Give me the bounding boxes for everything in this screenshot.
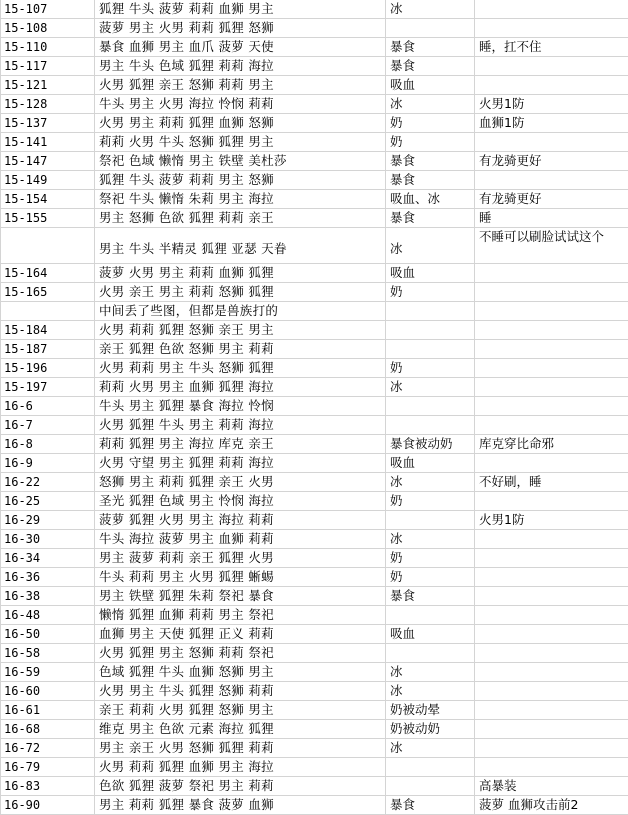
- strategy-cell[interactable]: 奶: [386, 283, 475, 301]
- note-cell[interactable]: [475, 720, 628, 738]
- note-cell[interactable]: 血狮1防: [475, 114, 628, 132]
- strategy-cell[interactable]: [386, 302, 475, 320]
- strategy-cell[interactable]: [386, 511, 475, 529]
- note-cell[interactable]: 不好刷，睡: [475, 473, 628, 491]
- row-id-cell[interactable]: 16-58: [1, 644, 95, 662]
- strategy-cell[interactable]: 暴食: [386, 796, 475, 814]
- team-cell[interactable]: 亲王 莉莉 火男 狐狸 怒狮 男主: [95, 701, 386, 719]
- team-cell[interactable]: 牛头 男主 火男 海拉 怜悯 莉莉: [95, 95, 386, 113]
- table-row: [1, 435, 628, 454]
- strategy-cell[interactable]: 暴食被动奶: [386, 435, 475, 453]
- strategy-cell[interactable]: 吸血: [386, 264, 475, 282]
- team-cell[interactable]: 亲王 狐狸 色欲 怒狮 男主 莉莉: [95, 340, 386, 358]
- strategy-cell[interactable]: 暴食: [386, 38, 475, 56]
- team-cell[interactable]: 男主 菠萝 莉莉 亲王 狐狸 火男: [95, 549, 386, 567]
- team-cell[interactable]: 菠萝 火男 男主 莉莉 血狮 狐狸: [95, 264, 386, 282]
- strategy-cell[interactable]: 奶: [386, 492, 475, 510]
- table-row: [1, 190, 628, 209]
- team-cell[interactable]: 男主 亲王 火男 怒狮 狐狸 莉莉: [95, 739, 386, 757]
- team-cell[interactable]: 血狮 男主 天使 狐狸 正义 莉莉: [95, 625, 386, 643]
- table-row: [1, 340, 628, 359]
- row-id-cell[interactable]: 16-60: [1, 682, 95, 700]
- strategy-cell[interactable]: 奶: [386, 568, 475, 586]
- table-row: [1, 682, 628, 701]
- team-cell[interactable]: 莉莉 狐狸 男主 海拉 库克 亲王: [95, 435, 386, 453]
- note-cell[interactable]: [475, 530, 628, 548]
- row-id-cell[interactable]: 16-36: [1, 568, 95, 586]
- row-id-cell[interactable]: 16-50: [1, 625, 95, 643]
- row-id-cell[interactable]: 16-48: [1, 606, 95, 624]
- team-cell[interactable]: 火男 狐狸 男主 怒狮 莉莉 祭祀: [95, 644, 386, 662]
- row-id-cell[interactable]: 16-38: [1, 587, 95, 605]
- table-row: [1, 587, 628, 606]
- team-cell[interactable]: 菠萝 狐狸 火男 男主 海拉 莉莉: [95, 511, 386, 529]
- team-cell[interactable]: 男主 怒狮 色欲 狐狸 莉莉 亲王: [95, 209, 386, 227]
- row-id-cell[interactable]: 15-187: [1, 340, 95, 358]
- strategy-cell[interactable]: 奶: [386, 359, 475, 377]
- row-id-cell[interactable]: 15-197: [1, 378, 95, 396]
- note-cell[interactable]: [475, 302, 628, 320]
- team-cell[interactable]: 火男 狐狸 牛头 男主 莉莉 海拉: [95, 416, 386, 434]
- note-cell[interactable]: [475, 492, 628, 510]
- row-id-cell[interactable]: 16-22: [1, 473, 95, 491]
- team-cell[interactable]: 狐狸 牛头 菠萝 莉莉 男主 怒狮: [95, 171, 386, 189]
- note-cell[interactable]: [475, 283, 628, 301]
- table-row: [1, 209, 628, 228]
- team-cell[interactable]: 牛头 男主 狐狸 暴食 海拉 怜悯: [95, 397, 386, 415]
- table-row: [1, 625, 628, 644]
- row-id-cell[interactable]: 15-164: [1, 264, 95, 282]
- note-cell[interactable]: [475, 171, 628, 189]
- note-cell[interactable]: [475, 57, 628, 75]
- note-cell[interactable]: [475, 416, 628, 434]
- row-id-cell[interactable]: 15-121: [1, 76, 95, 94]
- note-cell[interactable]: [475, 739, 628, 757]
- note-cell[interactable]: [475, 19, 628, 37]
- note-cell[interactable]: 睡: [475, 209, 628, 227]
- note-cell[interactable]: [475, 454, 628, 472]
- row-id-cell[interactable]: 16-8: [1, 435, 95, 453]
- table-row: [1, 264, 628, 283]
- team-cell[interactable]: 火男 莉莉 狐狸 怒狮 亲王 男主: [95, 321, 386, 339]
- note-cell[interactable]: [475, 340, 628, 358]
- row-id-cell[interactable]: 16-30: [1, 530, 95, 548]
- row-id-cell[interactable]: [1, 302, 95, 320]
- strategy-cell[interactable]: 奶: [386, 133, 475, 151]
- strategy-cell[interactable]: 冰: [386, 530, 475, 548]
- note-cell[interactable]: [475, 625, 628, 643]
- strategy-cell[interactable]: [386, 644, 475, 662]
- row-id-cell[interactable]: 16-79: [1, 758, 95, 776]
- row-id-cell[interactable]: 16-61: [1, 701, 95, 719]
- note-cell[interactable]: [475, 321, 628, 339]
- table-row: [1, 0, 628, 19]
- team-cell[interactable]: 火男 亲王 男主 莉莉 怒狮 狐狸: [95, 283, 386, 301]
- team-cell[interactable]: 火男 守望 男主 狐狸 莉莉 海拉: [95, 454, 386, 472]
- table-row: [1, 739, 628, 758]
- strategy-cell[interactable]: [386, 397, 475, 415]
- row-id-cell[interactable]: 15-184: [1, 321, 95, 339]
- note-cell[interactable]: [475, 264, 628, 282]
- table-row: [1, 38, 628, 57]
- strategy-cell[interactable]: 奶: [386, 549, 475, 567]
- team-cell[interactable]: 男主 牛头 半精灵 狐狸 亚瑟 天眷: [95, 228, 386, 263]
- table-row: [1, 473, 628, 492]
- strategy-cell[interactable]: 暴食: [386, 209, 475, 227]
- note-cell[interactable]: [475, 587, 628, 605]
- row-id-cell[interactable]: 16-6: [1, 397, 95, 415]
- row-id-cell[interactable]: 15-137: [1, 114, 95, 132]
- team-cell[interactable]: 祭祀 色域 懒惰 男主 铁壁 美杜莎: [95, 152, 386, 170]
- strategy-cell[interactable]: [386, 19, 475, 37]
- row-id-cell[interactable]: 15-155: [1, 209, 95, 227]
- note-cell[interactable]: [475, 663, 628, 681]
- team-cell[interactable]: 圣光 狐狸 色域 男主 怜悯 海拉: [95, 492, 386, 510]
- row-id-cell[interactable]: 16-25: [1, 492, 95, 510]
- row-id-cell[interactable]: 16-59: [1, 663, 95, 681]
- table-row: [1, 397, 628, 416]
- team-cell[interactable]: 菠萝 男主 火男 莉莉 狐狸 怒狮: [95, 19, 386, 37]
- table-row: [1, 720, 628, 739]
- note-cell[interactable]: [475, 378, 628, 396]
- note-cell[interactable]: [475, 758, 628, 776]
- row-id-cell[interactable]: 16-68: [1, 720, 95, 738]
- table-row: [1, 549, 628, 568]
- table-row: [1, 378, 628, 397]
- note-cell[interactable]: [475, 606, 628, 624]
- strategy-cell[interactable]: 吸血: [386, 454, 475, 472]
- table-row: [1, 95, 628, 114]
- strategy-cell[interactable]: 奶: [386, 114, 475, 132]
- strategy-cell[interactable]: 吸血: [386, 625, 475, 643]
- note-cell[interactable]: [475, 359, 628, 377]
- table-row: [1, 606, 628, 625]
- table-row: [1, 171, 628, 190]
- row-id-cell[interactable]: 15-107: [1, 0, 95, 18]
- table-row: [1, 321, 628, 340]
- note-cell[interactable]: 不睡可以刷脸试试这个: [475, 228, 628, 263]
- note-cell[interactable]: 火男1防: [475, 95, 628, 113]
- table-row: [1, 359, 628, 378]
- team-cell[interactable]: 火男 男主 牛头 狐狸 怒狮 莉莉: [95, 682, 386, 700]
- note-cell[interactable]: 有龙骑更好: [475, 152, 628, 170]
- strategy-cell[interactable]: [386, 416, 475, 434]
- team-cell[interactable]: 暴食 血狮 男主 血爪 菠萝 天使: [95, 38, 386, 56]
- team-cell[interactable]: 狐狸 牛头 菠萝 莉莉 血狮 男主: [95, 0, 386, 18]
- strategy-cell[interactable]: 暴食: [386, 57, 475, 75]
- strategy-cell[interactable]: 吸血: [386, 76, 475, 94]
- strategy-cell[interactable]: 冰: [386, 473, 475, 491]
- team-cell[interactable]: 色域 狐狸 牛头 血狮 怒狮 男主: [95, 663, 386, 681]
- note-cell[interactable]: [475, 397, 628, 415]
- table-row: [1, 511, 628, 530]
- note-cell[interactable]: [475, 701, 628, 719]
- row-id-cell[interactable]: 15-108: [1, 19, 95, 37]
- row-id-cell[interactable]: 15-128: [1, 95, 95, 113]
- table-row: [1, 454, 628, 473]
- team-cell[interactable]: 懒惰 狐狸 血狮 莉莉 男主 祭祀: [95, 606, 386, 624]
- note-cell[interactable]: 睡，扛不住: [475, 38, 628, 56]
- row-id-cell[interactable]: 16-9: [1, 454, 95, 472]
- table-row: [1, 302, 628, 321]
- table-row: [1, 492, 628, 511]
- note-cell[interactable]: 火男1防: [475, 511, 628, 529]
- team-cell[interactable]: 莉莉 火男 男主 血狮 狐狸 海拉: [95, 378, 386, 396]
- row-id-cell[interactable]: 16-90: [1, 796, 95, 814]
- note-cell[interactable]: 库克穿比命邪: [475, 435, 628, 453]
- row-id-cell[interactable]: 15-149: [1, 171, 95, 189]
- team-cell[interactable]: 火男 男主 莉莉 狐狸 血狮 怒狮: [95, 114, 386, 132]
- strategy-cell[interactable]: 暴食: [386, 171, 475, 189]
- note-cell[interactable]: 菠萝 血狮攻击前2: [475, 796, 628, 814]
- note-cell[interactable]: 有龙骑更好: [475, 190, 628, 208]
- strategy-cell[interactable]: [386, 340, 475, 358]
- team-cell[interactable]: 怒狮 男主 莉莉 狐狸 亲王 火男: [95, 473, 386, 491]
- row-id-cell[interactable]: 16-34: [1, 549, 95, 567]
- strategy-cell[interactable]: 冰: [386, 739, 475, 757]
- row-id-cell[interactable]: 15-141: [1, 133, 95, 151]
- table-row: [1, 568, 628, 587]
- strategy-cell[interactable]: [386, 606, 475, 624]
- table-row: [1, 133, 628, 152]
- strategy-cell[interactable]: 冰: [386, 95, 475, 113]
- strategy-cell[interactable]: 冰: [386, 682, 475, 700]
- row-id-cell[interactable]: 16-72: [1, 739, 95, 757]
- strategy-cell[interactable]: 暴食: [386, 587, 475, 605]
- note-cell[interactable]: [475, 568, 628, 586]
- note-cell[interactable]: [475, 76, 628, 94]
- table-row: [1, 530, 628, 549]
- team-cell[interactable]: 男主 牛头 色域 狐狸 莉莉 海拉: [95, 57, 386, 75]
- note-cell[interactable]: [475, 682, 628, 700]
- strategy-cell[interactable]: 吸血、冰: [386, 190, 475, 208]
- note-cell[interactable]: 高暴装: [475, 777, 628, 795]
- table-row: [1, 114, 628, 133]
- team-cell[interactable]: 中间丢了些图，但都是兽族打的: [95, 302, 386, 320]
- team-cell[interactable]: 维克 男主 色欲 元素 海拉 狐狸: [95, 720, 386, 738]
- table-row: [1, 796, 628, 815]
- note-cell[interactable]: [475, 644, 628, 662]
- table-row: [1, 76, 628, 95]
- team-cell[interactable]: 祭祀 牛头 懒惰 朱莉 男主 海拉: [95, 190, 386, 208]
- row-id-cell[interactable]: 15-165: [1, 283, 95, 301]
- note-cell[interactable]: [475, 133, 628, 151]
- table-row: [1, 644, 628, 663]
- row-id-cell[interactable]: 15-147: [1, 152, 95, 170]
- row-id-cell[interactable]: 15-117: [1, 57, 95, 75]
- team-cell[interactable]: 莉莉 火男 牛头 怒狮 狐狸 男主: [95, 133, 386, 151]
- team-cell[interactable]: 男主 莉莉 狐狸 暴食 菠萝 血狮: [95, 796, 386, 814]
- note-cell[interactable]: [475, 0, 628, 18]
- team-cell[interactable]: 火男 狐狸 亲王 怒狮 莉莉 男主: [95, 76, 386, 94]
- strategy-cell[interactable]: 奶被动奶: [386, 720, 475, 738]
- table-row: [1, 19, 628, 38]
- team-cell[interactable]: 色欲 狐狸 菠萝 祭祀 男主 莉莉: [95, 777, 386, 795]
- strategy-cell[interactable]: 奶被动晕: [386, 701, 475, 719]
- table-row: [1, 416, 628, 435]
- team-cell[interactable]: 牛头 海拉 菠萝 男主 血狮 莉莉: [95, 530, 386, 548]
- table-row: [1, 701, 628, 720]
- team-cell[interactable]: 火男 莉莉 狐狸 血狮 男主 海拉: [95, 758, 386, 776]
- strategy-cell[interactable]: 冰: [386, 228, 475, 263]
- row-id-cell[interactable]: 16-29: [1, 511, 95, 529]
- strategy-cell[interactable]: [386, 321, 475, 339]
- strategy-cell[interactable]: 冰: [386, 378, 475, 396]
- row-id-cell[interactable]: [1, 228, 95, 263]
- table-row: [1, 758, 628, 777]
- team-cell[interactable]: 男主 铁壁 狐狸 朱莉 祭祀 暴食: [95, 587, 386, 605]
- table-row: [1, 663, 628, 682]
- team-cell[interactable]: 火男 莉莉 男主 牛头 怒狮 狐狸: [95, 359, 386, 377]
- strategy-cell[interactable]: 暴食: [386, 152, 475, 170]
- table-row: [1, 228, 628, 264]
- row-id-cell[interactable]: 16-83: [1, 777, 95, 795]
- row-id-cell[interactable]: 15-110: [1, 38, 95, 56]
- strategy-cell[interactable]: 冰: [386, 0, 475, 18]
- row-id-cell[interactable]: 15-196: [1, 359, 95, 377]
- table-row: [1, 152, 628, 171]
- strategy-cell[interactable]: [386, 758, 475, 776]
- strategy-cell[interactable]: 冰: [386, 663, 475, 681]
- row-id-cell[interactable]: 16-7: [1, 416, 95, 434]
- row-id-cell[interactable]: 15-154: [1, 190, 95, 208]
- team-cell[interactable]: 牛头 莉莉 男主 火男 狐狸 蜥蜴: [95, 568, 386, 586]
- table-row: [1, 57, 628, 76]
- note-cell[interactable]: [475, 549, 628, 567]
- table-row: [1, 283, 628, 302]
